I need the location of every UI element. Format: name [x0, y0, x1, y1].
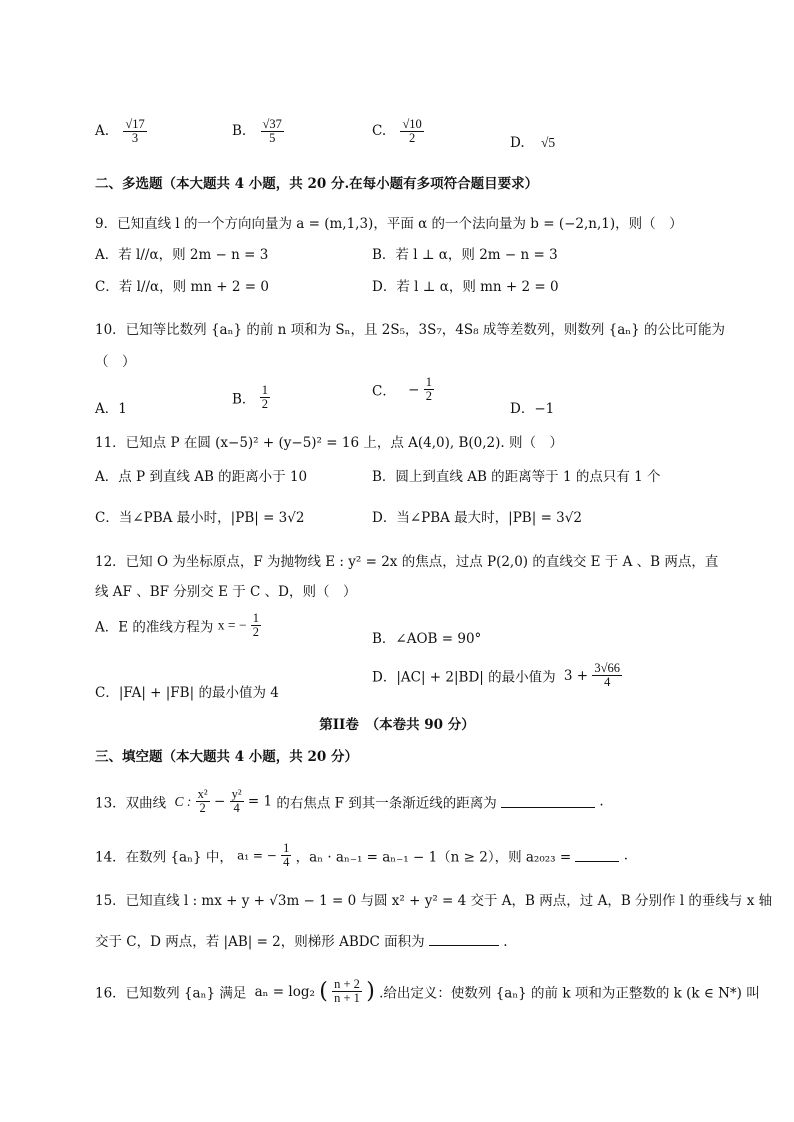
denominator: 2	[196, 801, 210, 815]
denominator: 2	[425, 389, 432, 404]
denominator: 2	[400, 131, 423, 145]
period: .	[599, 793, 604, 810]
numerator: x²	[197, 787, 208, 801]
option-text: A．E 的准线方程为	[95, 619, 214, 636]
equation: x = −	[217, 617, 247, 633]
right-paren: )	[366, 979, 375, 1005]
q10-option-a: A．1	[95, 401, 127, 417]
q8-option-b	[232, 118, 284, 145]
option-label: B.	[232, 123, 247, 140]
q11-option-b: B．圆上到直线 AB 的距离等于 1 的点只有 1 个	[372, 469, 661, 485]
denominator: 5	[261, 131, 284, 145]
question-14	[95, 842, 628, 869]
denominator: 2	[252, 625, 259, 640]
part-heading: 第II卷 （本卷共 90 分）	[319, 717, 475, 733]
question-12-stem-line1: 12．已知 O 为坐标原点，F 为抛物线 E : y² = 2x 的焦点，过点 P(2,0) 的直线交 E 于 A 、B 两点，直	[95, 554, 719, 570]
q12-option-b: B．∠AOB = 90°	[372, 631, 482, 647]
option-label: C．	[372, 383, 396, 400]
question-11-stem: 11．已知点 P 在圆 (x−5)² + (y−5)² = 16 上，点 A(4,0), B(0,2). 则（ ）	[95, 435, 563, 451]
fraction	[592, 662, 622, 689]
numerator: √10	[402, 117, 422, 131]
fraction	[251, 612, 261, 639]
numerator: 1	[261, 383, 268, 397]
q9-option-b: B．若 l ⊥ α，则 2m − n = 3	[372, 247, 558, 263]
option-label: C.	[372, 123, 387, 140]
q10-option-d: D．−1	[510, 401, 555, 417]
question-10-paren: （ ）	[95, 354, 136, 370]
equation: 3 +	[563, 667, 589, 684]
question-10-stem: 10．已知等比数列 {aₙ} 的前 n 项和为 Sₙ，且 2S₅，3S₇，4S₈ 成等差数列，则数列 {aₙ} 的公比可能为	[95, 322, 725, 338]
question-text: 交于 C，D 两点，若 |AB| = 2，则梯形 ABDC 面积为	[95, 934, 425, 950]
section-heading: 二、多选题（本大题共 4 小题，共 20 分.在每小题有多项符合题目要求）	[95, 176, 539, 192]
denominator: 4	[592, 675, 622, 689]
q12-option-d	[372, 662, 622, 689]
question-13	[95, 788, 604, 815]
fraction	[260, 384, 270, 411]
left-paren: (	[319, 979, 328, 1005]
equation-tail: = 1	[247, 793, 273, 810]
numerator: √37	[262, 117, 282, 131]
minus-sign: −	[408, 381, 420, 398]
question-9-stem: 9．已知直线 l 的一个方向向量为 a = (m,1,3)，平面 α 的一个法向量为 b = (−2,n,1)，则（ ）	[95, 216, 683, 232]
question-text: ，aₙ · aₙ₋₁ = aₙ₋₁ − 1（n ≥ 2），则 a₂₀₂₃ =	[295, 849, 572, 866]
q9-option-c: C．若 l//α，则 mn + 2 = 0	[95, 279, 269, 295]
question-text: 14．在数列 {aₙ} 中，	[95, 849, 233, 866]
fraction	[123, 118, 146, 145]
question-16	[95, 978, 760, 1005]
equation: aₙ = log₂	[254, 983, 315, 1000]
denominator: 4	[230, 801, 244, 815]
equation: a₁ = −	[237, 848, 277, 863]
answer-blank[interactable]	[575, 849, 619, 862]
q12-option-c: C．|FA| + |FB| 的最小值为 4	[95, 685, 279, 701]
numerator: √17	[125, 117, 145, 131]
answer-blank[interactable]	[501, 795, 595, 808]
q11-option-d: D．当∠PBA 最大时，|PB| = 3√2	[372, 510, 582, 526]
question-15-line2	[95, 930, 508, 950]
denominator: 4	[283, 855, 290, 870]
q11-option-a: A．点 P 到直线 AB 的距离小于 10	[95, 469, 308, 485]
denominator: n + 1	[334, 991, 360, 1006]
q8-option-d	[510, 135, 555, 151]
answer-blank[interactable]	[429, 933, 499, 946]
denominator: 3	[123, 131, 146, 145]
option-text: D．|AC| + 2|BD| 的最小值为	[372, 669, 556, 686]
numerator: n + 2	[334, 977, 360, 991]
option-value: √5	[540, 135, 556, 150]
fraction	[400, 118, 423, 145]
question-12-stem-line2: 线 AF 、BF 分别交 E 于 C 、D，则（ ）	[95, 584, 357, 600]
q10-option-c	[372, 376, 434, 403]
denominator: 2	[261, 397, 268, 412]
minus-sign: −	[213, 793, 226, 810]
question-text: 的右焦点 F 到其一条渐近线的距离为	[276, 795, 497, 812]
option-label: B．	[232, 391, 256, 408]
question-text: 16．已知数列 {aₙ} 满足	[95, 985, 247, 1002]
q12-option-a	[95, 612, 261, 639]
q11-option-c: C．当∠PBA 最小时，|PB| = 3√2	[95, 510, 305, 526]
q8-option-a	[95, 118, 147, 145]
numerator: 3√66	[594, 661, 621, 675]
question-15-line1: 15．已知直线 l : mx + y + √3m − 1 = 0 与圆 x² + y² = 4 交于 A，B 两点，过 A，B 分别作 l 的垂线与 x 轴	[95, 893, 773, 909]
option-label: A.	[95, 123, 110, 140]
question-text: .给出定义：使数列 {aₙ} 的前 k 项和为正整数的 k (k ∈ N*) 叫	[379, 985, 760, 1002]
q9-option-a: A．若 l//α，则 2m − n = 3	[95, 247, 269, 263]
fraction	[261, 118, 284, 145]
period: .	[503, 934, 508, 950]
numerator: y²	[231, 787, 242, 801]
numerator: 1	[252, 611, 259, 625]
section-heading: 三、填空题（本大题共 4 小题，共 20 分）	[95, 749, 358, 765]
q10-option-b	[232, 384, 270, 411]
q8-option-c	[372, 118, 424, 145]
question-number: 13．双曲线	[95, 795, 167, 812]
numerator: 1	[425, 375, 432, 389]
q9-option-d: D．若 l ⊥ α，则 mn + 2 = 0	[372, 279, 559, 295]
fraction	[230, 788, 244, 815]
period: .	[623, 847, 629, 864]
curve-name: C :	[174, 793, 192, 809]
option-label: D.	[510, 135, 525, 151]
fraction	[281, 842, 291, 869]
fraction	[424, 376, 434, 403]
numerator: 1	[283, 841, 290, 855]
fraction	[332, 978, 362, 1005]
fraction	[196, 788, 210, 815]
